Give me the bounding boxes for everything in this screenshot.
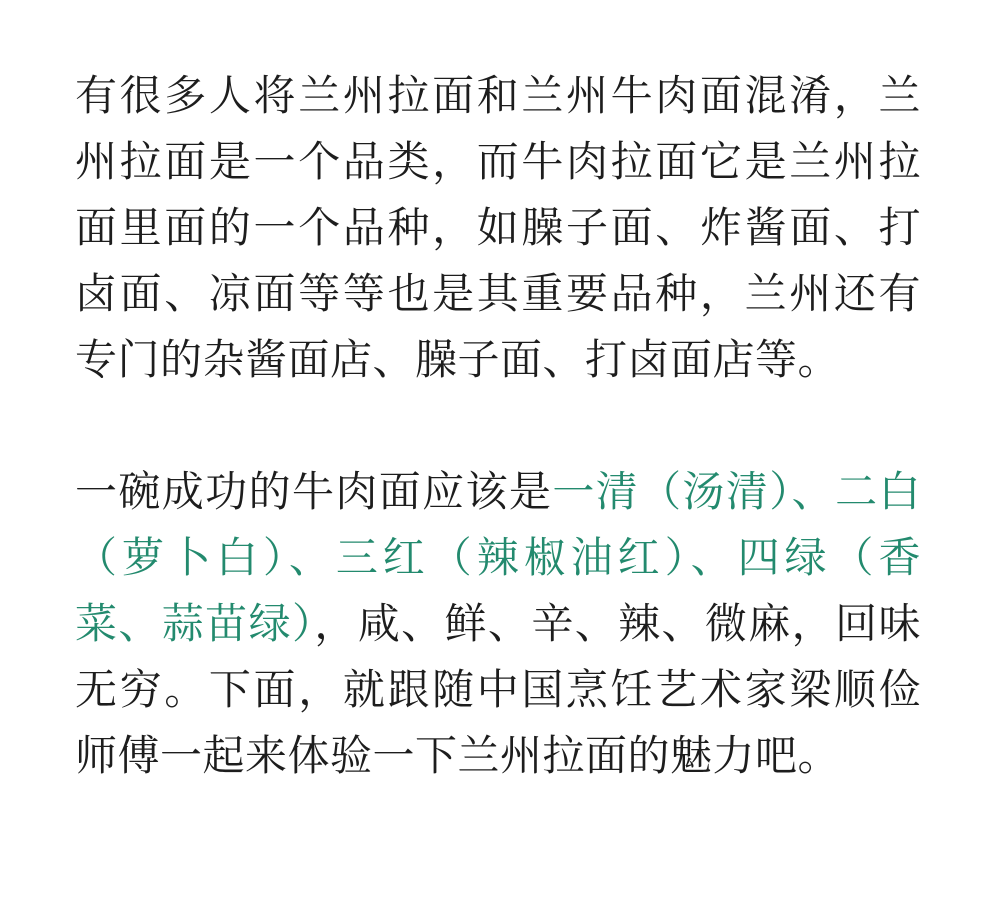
paragraph (75, 63, 921, 393)
body-text: ，咸、鲜、辛、辣、微麻，回味无穷。下面，就跟随中国烹饪艺术家梁顺俭师傅一起来体验一下兰州拉面的魅力吧。 (75, 600, 921, 779)
body-text: 一碗成功的牛肉面应该是 (75, 468, 553, 515)
highlighted-text: 一清（汤清）、二白（萝卜白）、三红（辣椒油红）、四绿（香菜、蒜苗绿） (75, 468, 921, 647)
body-text: 有很多人将兰州拉面和兰州牛肉面混淆，兰州拉面是一个品类，而牛肉拉面它是兰州拉面里面的一个品种，如臊子面、炸酱面、打卤面、凉面等等也是其重要品种，兰州还有专门的杂酱面店、臊子面、打卤面店等。 (75, 72, 921, 383)
paragraph (75, 459, 921, 789)
